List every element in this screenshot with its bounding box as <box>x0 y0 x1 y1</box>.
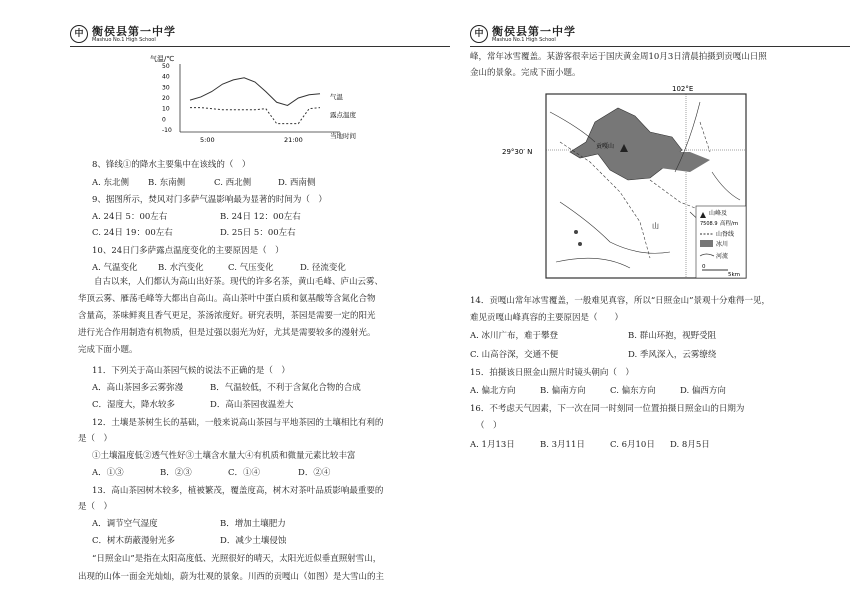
map-lat: 29°30′ N <box>502 148 533 156</box>
y-tick-label: 20 <box>162 95 170 102</box>
school-logo-icon: 中 <box>470 25 488 43</box>
q9: 9、据图所示，焚风对门多萨气温影响最为显著的时间为（ ） <box>92 195 327 205</box>
map-peak-label: 贡嘎山 <box>596 143 615 150</box>
legend-glacier-swatch <box>700 240 713 247</box>
q13-opt-a[interactable]: A．调节空气湿度 <box>92 519 158 529</box>
q8-opt-c[interactable]: C. 西北侧 <box>214 178 252 188</box>
q14-cont: 难见贡嘎山峰真容的主要原因是（ ） <box>470 313 624 323</box>
q12-opt-b[interactable]: B．②③ <box>160 468 192 478</box>
scale-0: 0 <box>702 264 706 270</box>
right-page <box>470 0 860 600</box>
q12-opt-c[interactable]: C．①④ <box>228 468 261 478</box>
q10: 10、24日门多萨露点温度变化的主要原因是（ ） <box>92 246 284 256</box>
q13-opt-c[interactable]: C．树木荫蔽漫射光多 <box>92 536 176 546</box>
q13-cont: 是（ ） <box>78 502 113 512</box>
y-tick-label: -10 <box>162 127 172 134</box>
y-tick-label: 50 <box>162 63 170 70</box>
q15-opt-c[interactable]: C. 偏东方向 <box>610 386 656 396</box>
q14: 14．贡嘎山常年冰雪覆盖，一般难见真容，所以“日照金山”景观十分难得一见， <box>470 296 771 306</box>
q12-opt-d[interactable]: D．②④ <box>298 468 331 478</box>
legend-river: 河流 <box>716 253 729 260</box>
legend-temp: 气温 <box>330 93 343 101</box>
school-name-en: Mashuo No.1 High School <box>492 37 556 43</box>
q12-cont: 是（ ） <box>78 434 113 444</box>
school-name: 衡侯县第一中学 <box>92 25 176 38</box>
q12-items: ①土壤温度低②透气性好③土壤含水量大④有机质和微量元素比较丰富 <box>92 451 356 461</box>
map-mountain-label: 山 <box>652 222 659 230</box>
q16-opt-d[interactable]: D. 8月5日 <box>670 440 710 450</box>
q16-opt-c[interactable]: C. 6月10日 <box>610 440 655 450</box>
right-header <box>470 22 850 47</box>
y-tick-label: 0 <box>162 116 166 124</box>
q10-opt-c[interactable]: C. 气压变化 <box>228 263 274 273</box>
q8-opt-b[interactable]: B. 东南侧 <box>148 178 186 188</box>
q10-opt-b[interactable]: B. 水汽变化 <box>158 263 204 273</box>
q11-opt-d[interactable]: D．高山茶园夜温差大 <box>210 400 294 410</box>
q11-opt-b[interactable]: B．气温较低，不利于含氮化合物的合成 <box>210 383 361 393</box>
q15: 15．拍摄该日照金山照片时镜头朝向（ ） <box>470 368 634 378</box>
gongga-map <box>500 82 760 284</box>
x-tick-1: 21:00 <box>284 136 303 144</box>
x-unit: 当地时间 <box>330 132 356 140</box>
q15-opt-a[interactable]: A. 偏北方向 <box>470 386 516 396</box>
q13: 13．高山茶园树木较多，植被繁茂，覆盖度高，树木对茶叶品质影响最重要的 <box>92 486 384 496</box>
q8-opt-a[interactable]: A. 东北侧 <box>92 178 130 188</box>
q15-opt-d[interactable]: D. 偏西方向 <box>680 386 726 396</box>
passage-cont-2: 金山的景象。完成下面小题。 <box>470 68 581 78</box>
legend-dew: 露点温度 <box>330 111 356 119</box>
q9-opt-d[interactable]: D. 25日 5：00左右 <box>220 228 296 238</box>
q9-opt-b[interactable]: B. 24日 12：00左右 <box>220 212 301 222</box>
q16-opt-b[interactable]: B. 3月11日 <box>540 440 585 450</box>
legend-elev: 7508.9 <box>700 221 718 227</box>
chart-y-label: 气温/℃ <box>150 55 175 63</box>
q15-opt-b[interactable]: B. 偏南方向 <box>540 386 586 396</box>
passage-cont-1: 峰，常年冰雪覆盖。某游客很幸运于国庆黄金周10月3日清晨拍摄到贡嘎山日照 <box>470 52 767 62</box>
q10-opt-d[interactable]: D. 径流变化 <box>300 263 346 273</box>
passage-golden-1: “日照金山”是指在太阳高度低、光照很好的晴天，太阳光近似垂直照射雪山， <box>92 554 382 564</box>
q8: 8、锋线①的降水主要集中在该线的（ ） <box>92 160 251 170</box>
q9-opt-a[interactable]: A. 24日 5：00左右 <box>92 212 168 222</box>
q9-opt-c[interactable]: C. 24日 19：00左右 <box>92 228 173 238</box>
q8-opt-d[interactable]: D. 西南侧 <box>278 178 316 188</box>
q14-opt-c[interactable]: C. 山高谷深，交通不便 <box>470 350 559 360</box>
school-logo-icon: 中 <box>70 25 88 43</box>
q16-opt-a[interactable]: A. 1月13日 <box>470 440 515 450</box>
legend-peak: 山峰及 <box>709 210 728 217</box>
q12-opt-a[interactable]: A．①③ <box>92 468 124 478</box>
left-page <box>70 0 470 600</box>
q16-cont: （ ） <box>476 421 502 431</box>
y-tick-label: 40 <box>162 73 170 81</box>
left-header <box>70 22 450 47</box>
school-name: 衡侯县第一中学 <box>492 25 576 38</box>
passage-golden-2: 出现的山体一面金光灿灿，蔚为壮观的景象。川西的贡嘎山（如图）是大雪山的主 <box>78 572 385 582</box>
q12: 12．土壤是茶树生长的基础，一般来说高山茶园与平地茶园的土壤相比有利的 <box>92 418 384 428</box>
q10-opt-a[interactable]: A. 气温变化 <box>92 263 138 273</box>
q14-opt-a[interactable]: A. 冰川广布，难于攀登 <box>470 331 559 341</box>
q11: 11．下列关于高山茶园气候的说法不正确的是（ ） <box>92 366 290 376</box>
legend-ridge: 山脊线 <box>716 231 735 238</box>
y-tick-label: 10 <box>162 105 170 113</box>
x-tick-0: 5:00 <box>200 136 215 144</box>
passage-tea: 自古以来，人们都认为高山出好茶。现代的许多名茶，黄山毛峰、庐山云雾、华顶云雾、雁荡毛峰等大都出自高山。高山茶叶中蛋白质和氨基酸等含氮化合物含量高，茶味鲜爽且香气更足，茶汤浓度好。研究表明，茶园是需要一定的阳光进行光合作用制造有机物质，但是过强以弱光为好，尤其是需要较多的漫射光。完成下面小题。 <box>78 277 384 355</box>
q13-opt-d[interactable]: D．减少土壤侵蚀 <box>220 536 287 546</box>
school-name-en: Mashuo No.1 High School <box>92 37 156 43</box>
scale-5: 5km <box>728 272 741 278</box>
temperature-chart <box>150 52 370 144</box>
temp-series-line <box>190 78 320 106</box>
q13-opt-b[interactable]: B．增加土壤肥力 <box>220 519 286 529</box>
q14-opt-b[interactable]: B. 群山环抱，视野受阻 <box>628 331 717 341</box>
dew-series-line <box>190 108 320 124</box>
q11-opt-a[interactable]: A．高山茶园多云雾弥漫 <box>92 383 184 393</box>
y-tick-label: 30 <box>162 84 170 92</box>
legend-glacier: 冰川 <box>716 241 729 248</box>
legend-peak-2: 高程/m <box>720 221 739 227</box>
q16: 16．不考虑天气因素，下一次在同一时刻同一位置拍摄日照金山的日期为 <box>470 404 745 414</box>
q11-opt-c[interactable]: C．湿度大，降水较多 <box>92 400 176 410</box>
q14-opt-d[interactable]: D. 季风深入，云雾缭绕 <box>628 350 717 360</box>
map-lon: 102°E <box>672 85 694 93</box>
